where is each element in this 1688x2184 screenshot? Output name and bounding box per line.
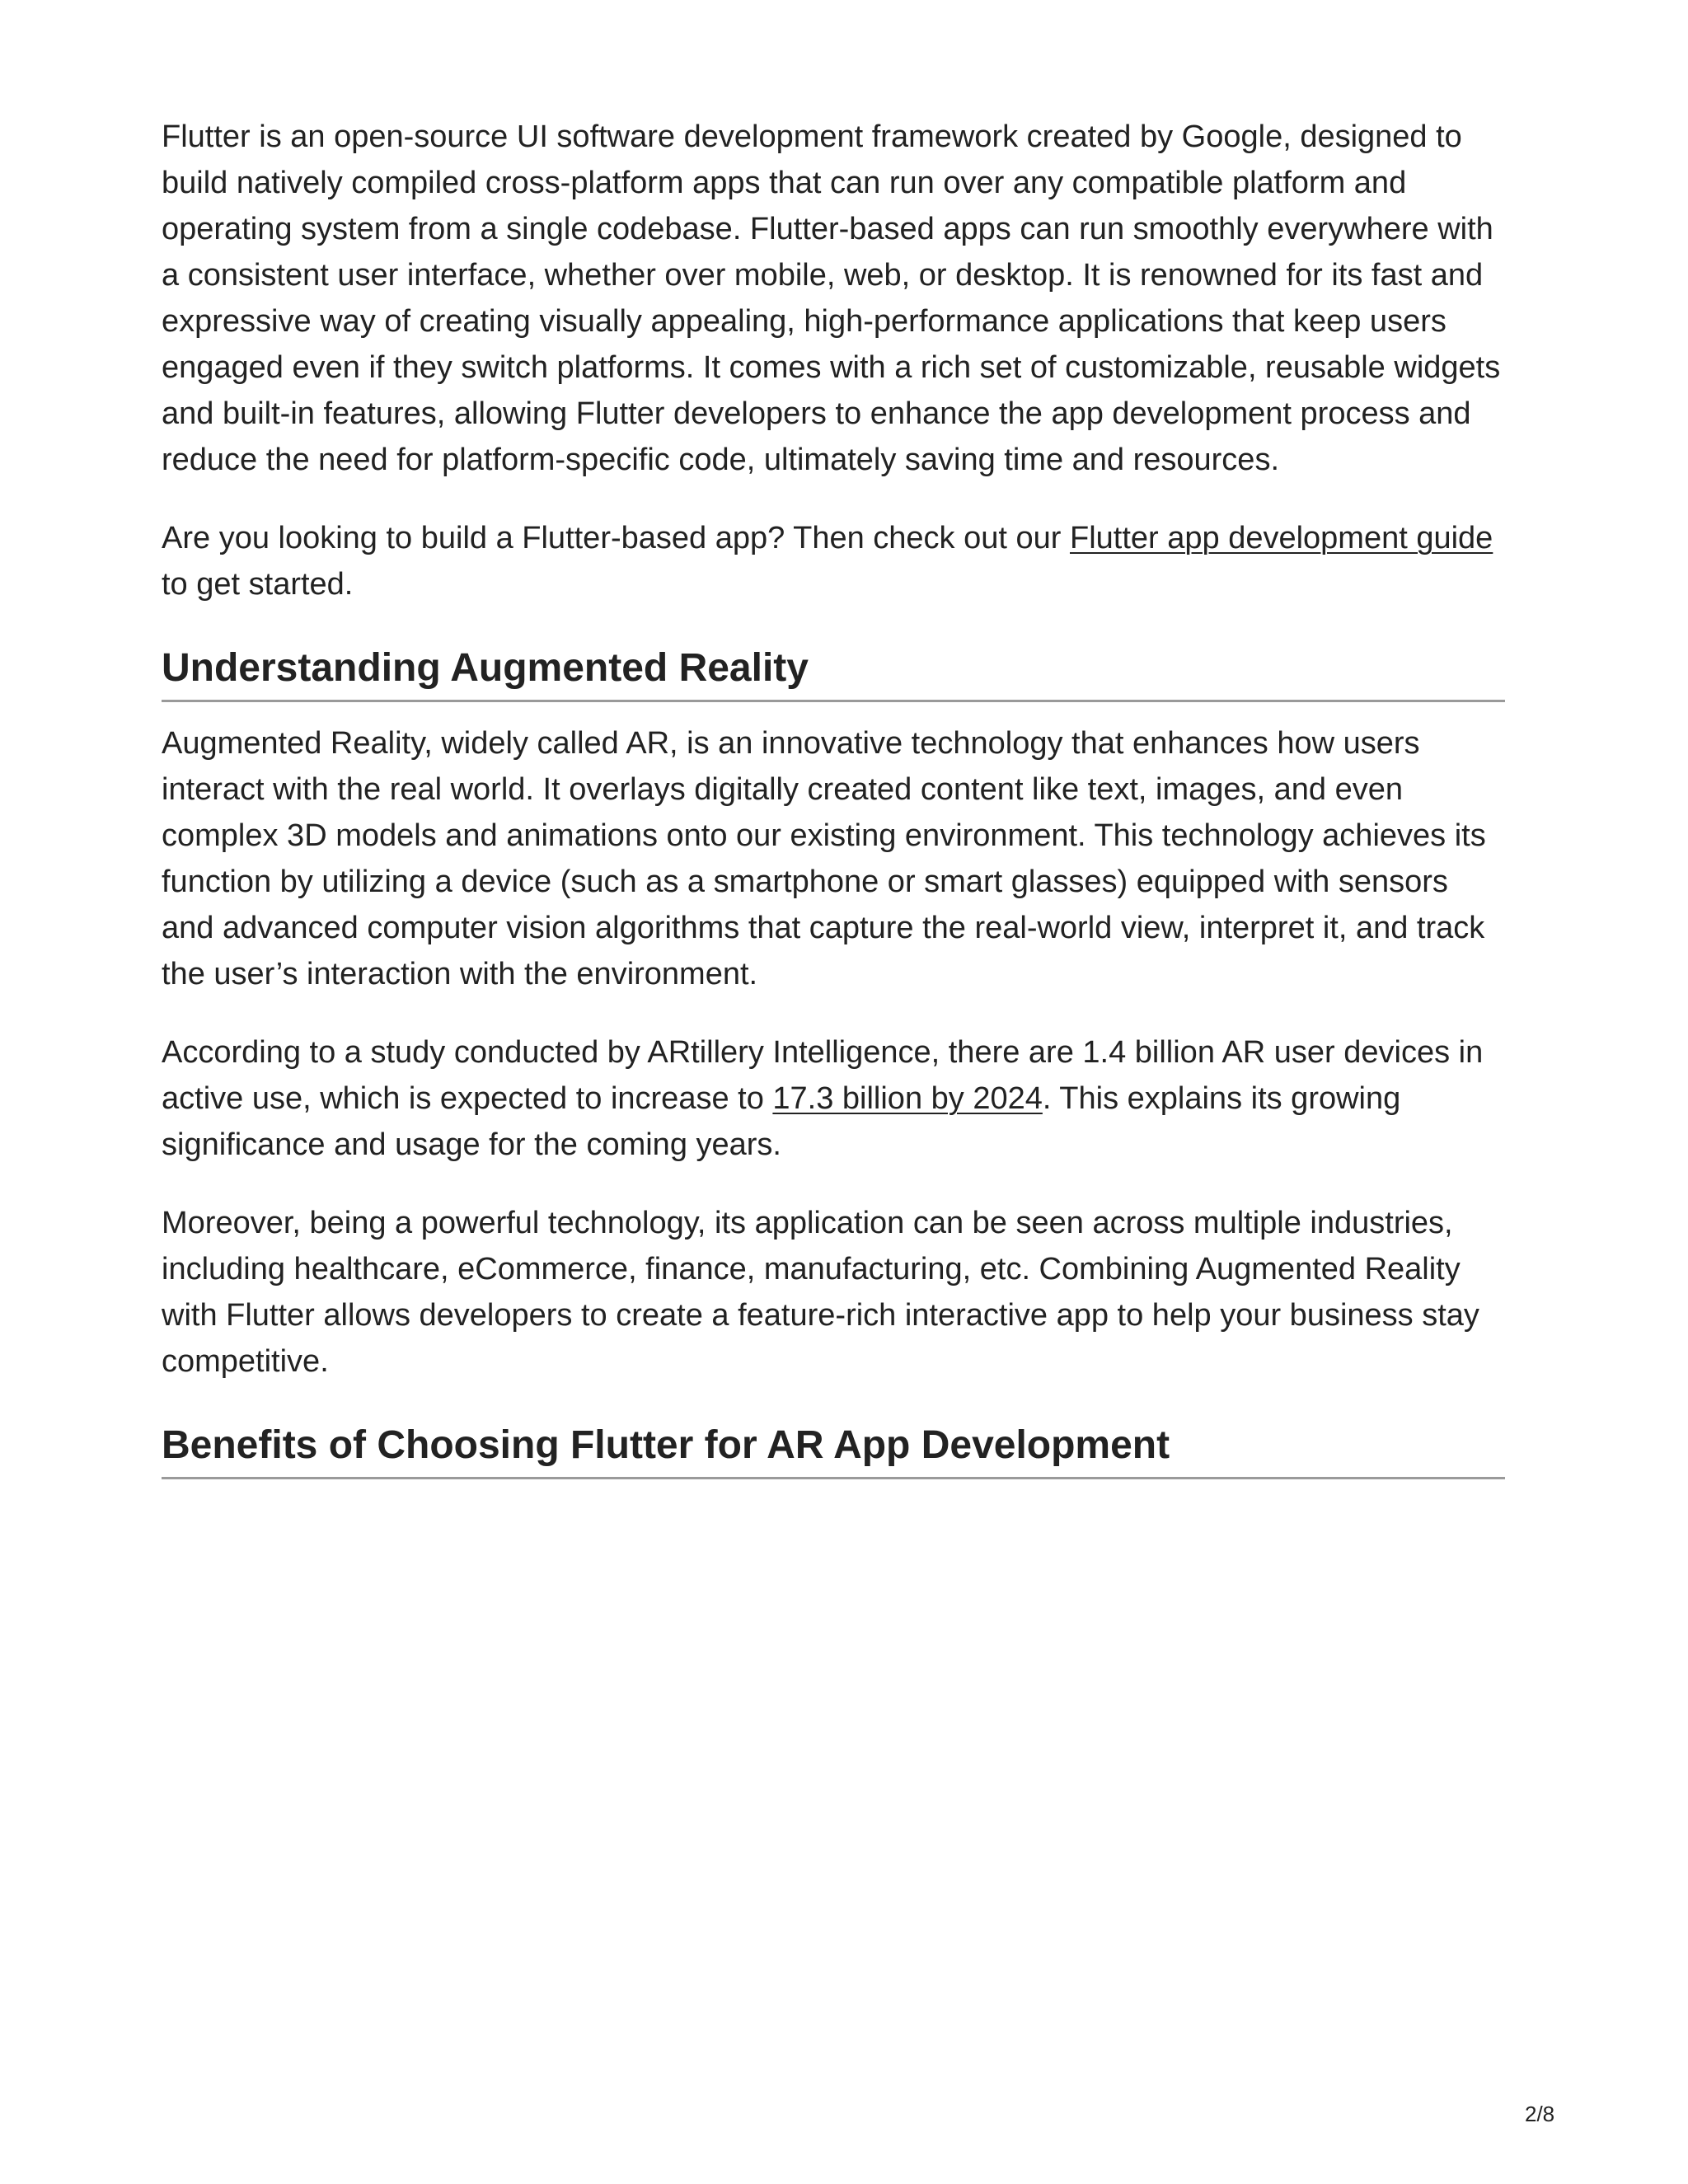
intro-paragraph: Flutter is an open-source UI software development framework created by Google, designed to build natively compiled cross-platform apps that can run over any compatible platform and operating system from a single codebase. Flutter-based apps can run smoothly everywhere with a consistent user interface, whether over mobile, web, or desktop. It is renowned for its fast and expressive way of creating visually appealing, high-performance applications that keep users engaged even if they switch platforms. It comes with a rich set of customizable, reusable widgets and built-in features, allowing Flutter developers to enhance the app development process and reduce the need for platform-specific code, ultimately saving time and resources. — [162, 120, 1501, 477]
ar-statistics-paragraph — [162, 1029, 1505, 1168]
ar-industries-paragraph: Moreover, being a powerful technology, its application can be seen across multiple industries, including healthcare, eCommerce, finance, manufacturing, etc. Combining Augmented Reality with Flutter allows developers to create a feature-rich interactive app to help your business stay competitive. — [162, 1206, 1479, 1379]
page-number: 2/8 — [1525, 2102, 1555, 2126]
guide-paragraph-text-after: to get started. — [162, 567, 354, 602]
ar-statistics-link[interactable]: 17.3 billion by 2024 — [772, 1081, 1043, 1116]
section-heading-benefits: Benefits of Choosing Flutter for AR App Development — [162, 1421, 1505, 1479]
document-content — [162, 114, 1505, 1497]
section-heading-augmented-reality: Understanding Augmented Reality — [162, 644, 1505, 702]
ar-definition-paragraph: Augmented Reality, widely called AR, is an innovative technology that enhances how users interact with the real world. It overlays digitally created content like text, images, and even complex 3D models and animations onto our existing environment. This technology achieves its function by utilizing a device (such as a smartphone or smart glasses) equipped with sensors and advanced computer vision algorithms that capture the real-world view, interpret it, and track the user’s interaction with the environment. — [162, 726, 1486, 991]
guide-paragraph — [162, 515, 1505, 607]
flutter-guide-link[interactable]: Flutter app development guide — [1069, 521, 1493, 555]
ar-statistics-text-before: According to a study conducted by ARtillery Intelligence, there are 1.4 billion AR user devices in active use, which is expected to increase to — [162, 1035, 1484, 1116]
ar-statistics-text-after: . This explains its growing significance and usage for the coming years. — [162, 1081, 1401, 1162]
guide-paragraph-text-before: Are you looking to build a Flutter-based app? Then check out our — [162, 521, 1070, 555]
